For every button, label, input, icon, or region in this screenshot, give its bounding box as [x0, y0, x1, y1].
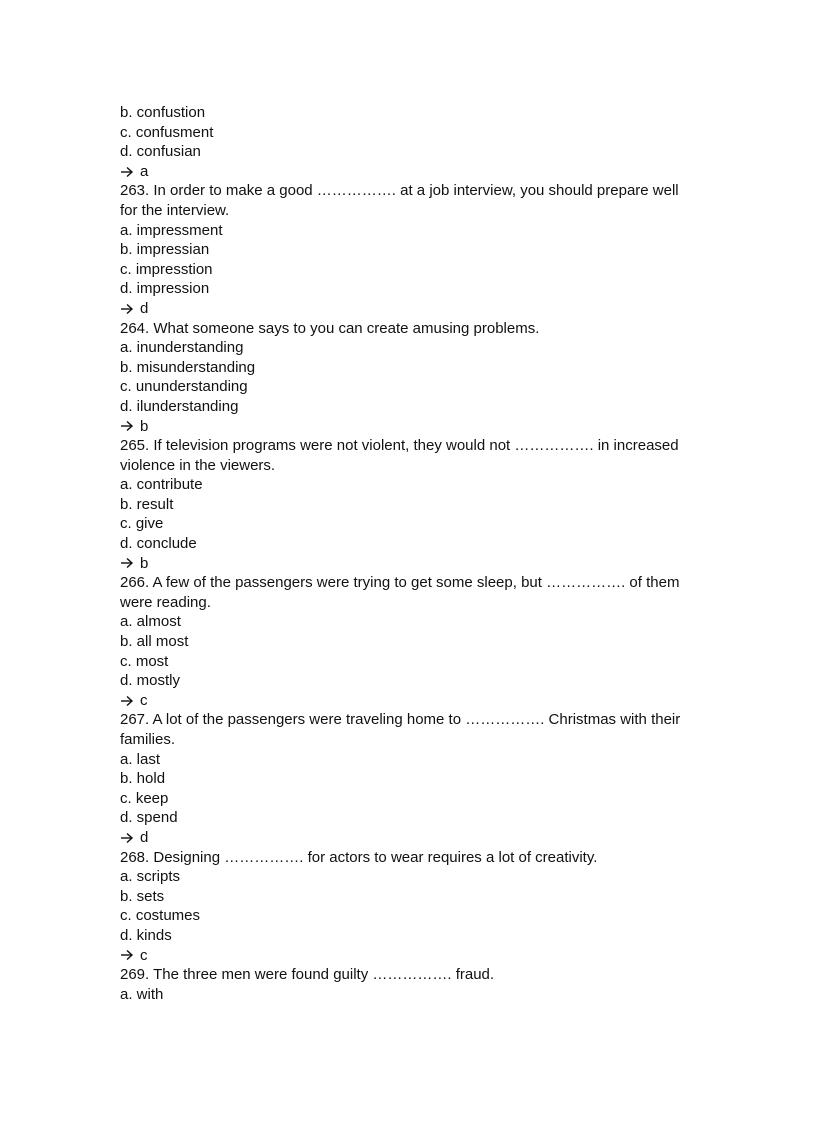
option-text: b. misunderstanding	[120, 358, 256, 376]
option-text: a. last	[120, 750, 161, 768]
option-text: b. confustion	[120, 104, 206, 121]
right-arrow-icon	[120, 420, 134, 432]
option-text: a. scripts	[120, 868, 181, 886]
right-arrow-icon	[120, 949, 134, 961]
option-text: d. conclude	[120, 535, 197, 553]
answer-line	[120, 828, 692, 848]
answer-line	[120, 162, 692, 182]
answer-line	[120, 417, 692, 437]
option-text: d. mostly	[120, 672, 181, 690]
answer-letter: d	[140, 299, 149, 317]
option-text: d. spend	[120, 809, 178, 827]
question-text: 266. A few of the passengers were trying to get some sleep, but ……………. of them were reading.	[120, 574, 684, 611]
option-text: a. with	[120, 985, 164, 1003]
option-text: d. kinds	[120, 926, 172, 944]
answer-line	[120, 299, 692, 319]
option-text: b. hold	[120, 770, 166, 788]
answer-letter: c	[140, 691, 148, 709]
answer-line	[120, 554, 692, 574]
answer-letter: a	[140, 162, 149, 180]
option-text: a. almost	[120, 613, 181, 631]
right-arrow-icon	[120, 166, 134, 178]
answer-letter: b	[140, 554, 149, 572]
answer-line	[120, 691, 692, 711]
option-text: c. ununderstanding	[120, 378, 248, 396]
document-page	[120, 103, 692, 1004]
option-text: c. confusment	[120, 123, 214, 141]
question-text: 263. In order to make a good ……………. at a job interview, you should prepare well for the interview.	[120, 182, 683, 219]
right-arrow-icon	[120, 832, 134, 844]
answer-letter: d	[140, 828, 149, 846]
answer-letter: c	[140, 946, 148, 964]
question-text: 268. Designing ……………. for actors to wear requires a lot of creativity.	[120, 848, 598, 866]
option-text: c. impresstion	[120, 260, 213, 278]
answer-line	[120, 946, 692, 966]
question-text: 264. What someone says to you can create amusing problems.	[120, 319, 540, 337]
option-text: d. ilunderstanding	[120, 397, 239, 415]
option-text: d. confusian	[120, 143, 201, 161]
option-text: b. all most	[120, 633, 189, 651]
option-text: b. result	[120, 495, 174, 513]
option-text: d. impression	[120, 280, 210, 298]
option-text: b. sets	[120, 887, 165, 905]
option-text: a. contribute	[120, 476, 203, 494]
right-arrow-icon	[120, 695, 134, 707]
option-text: c. give	[120, 515, 164, 533]
option-text: b. impressian	[120, 241, 210, 259]
question-text: 267. A lot of the passengers were traveling home to ……………. Christmas with their families.	[120, 711, 685, 748]
option-text: a. impressment	[120, 221, 223, 239]
answer-letter: b	[140, 417, 149, 435]
question-text: 269. The three men were found guilty ……………. fraud.	[120, 966, 495, 984]
option-text: c. costumes	[120, 907, 201, 925]
question-text: 265. If television programs were not violent, they would not ……………. in increased violence in the viewers.	[120, 437, 683, 474]
right-arrow-icon	[120, 303, 134, 315]
right-arrow-icon	[120, 557, 134, 569]
option-text: a. inunderstanding	[120, 339, 244, 357]
option-text: c. most	[120, 652, 169, 670]
option-text: c. keep	[120, 789, 169, 807]
